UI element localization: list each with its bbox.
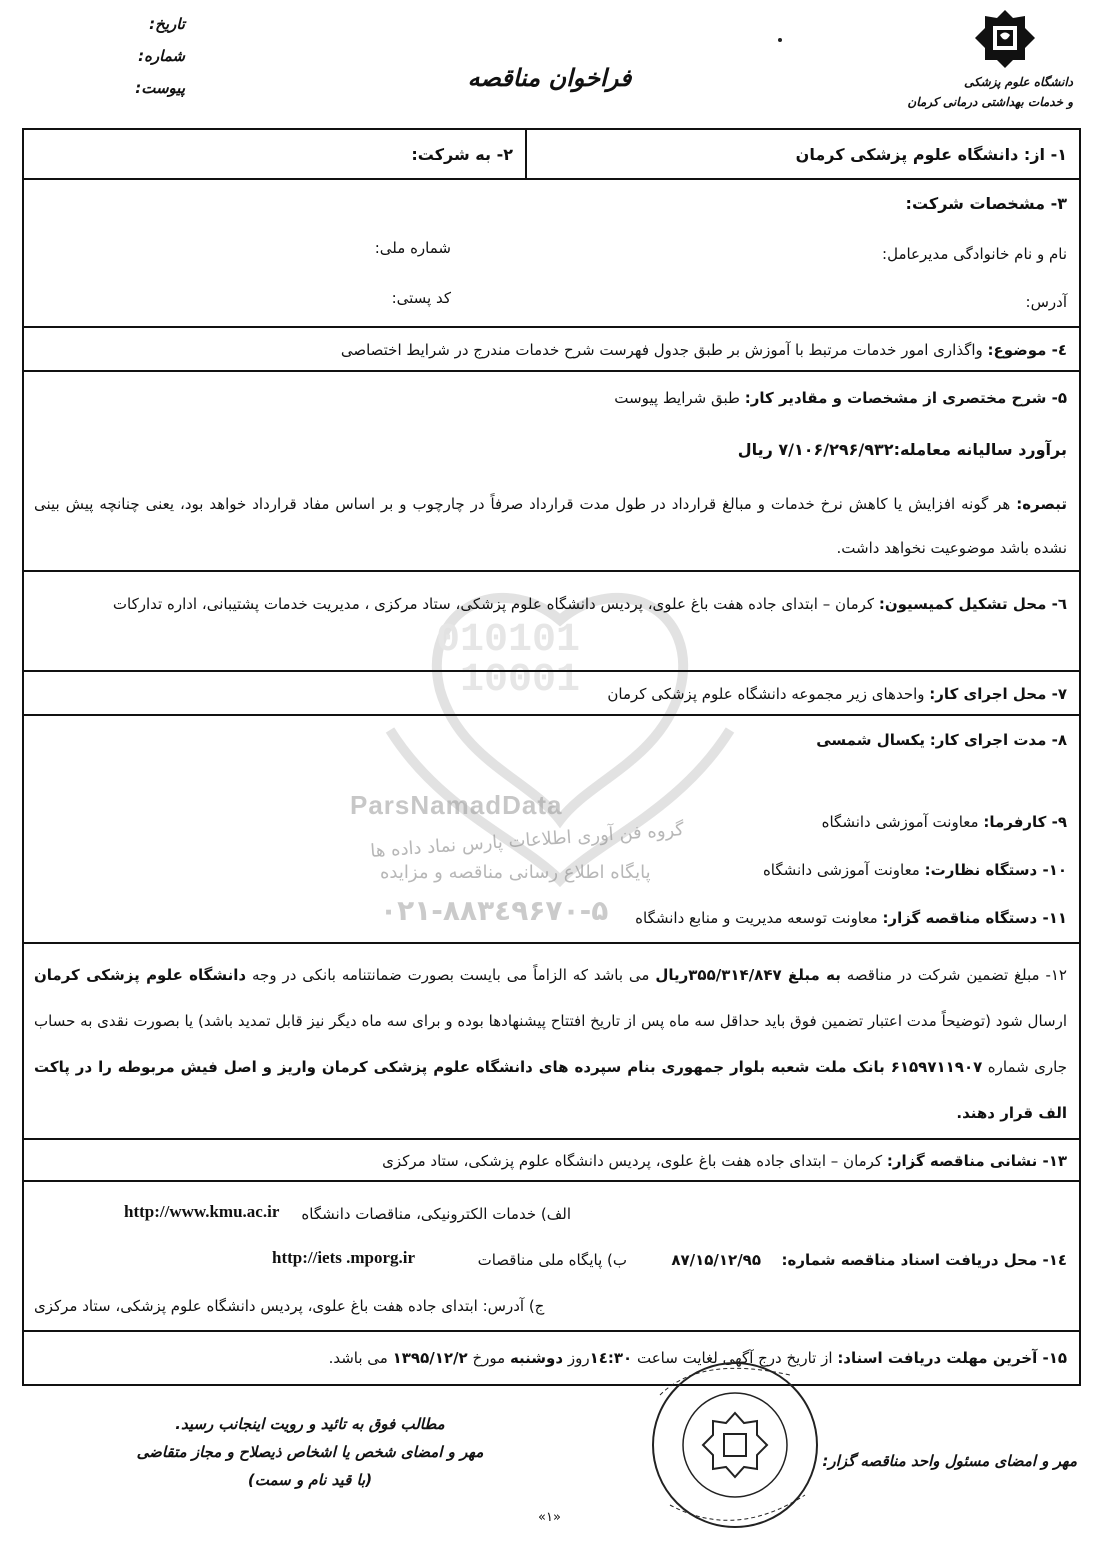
deadline-part-3: مورخ — [472, 1349, 506, 1367]
applicant-line-2: مهر و امضای شخص یا اشخاص ذیصلاح و مجاز متقاضی — [136, 1443, 484, 1461]
commission-label: ٦- محل تشکیل کمیسیون: — [878, 595, 1067, 613]
duration-label: ۸- مدت اجرای کار: — [929, 731, 1067, 749]
row-description — [24, 372, 1079, 572]
docs-option-c: ج) آدرس: ابتدای جاده هفت باغ علوی، پردیس دانشگاه علوم پزشکی، ستاد مرکزی — [34, 1297, 545, 1315]
guarantee-part-1: ۱۲- مبلغ تضمین شرکت در مناقصه — [846, 966, 1067, 984]
postal-code-label: کد پستی: — [391, 289, 451, 307]
university-line-2: و خدمات بهداشتی درمانی کرمان — [907, 95, 1073, 109]
university-line-1: دانشگاه علوم پزشکی — [963, 75, 1073, 89]
watermark-phone: ۰۲۱-۸۸۳٤۹۶۷۰-۵ — [380, 894, 609, 927]
tenderer-label: ۱۱- دستگاه مناقصه گزار: — [882, 909, 1067, 927]
tenderer-address-label: ۱۳- نشانی مناقصه گزار: — [886, 1152, 1067, 1170]
official-stamp-icon — [640, 1355, 830, 1535]
work-place-text: واحدهای زیر مجموعه دانشگاه علوم پزشکی کرمان — [607, 685, 925, 703]
guarantee-amount: به مبلغ ۳۵۵/۳۱۴/۸۴۷ریال — [655, 966, 841, 984]
docs-label: ۱٤- محل دریافت اسناد مناقصه شماره: — [781, 1251, 1067, 1269]
duration-text: یکسال شمسی — [816, 731, 925, 749]
date-label: تاریخ: — [149, 15, 185, 33]
row-from-to — [24, 130, 1079, 180]
subject-label: ٤- موضوع: — [987, 341, 1067, 359]
commission-text: کرمان – ابتدای جاده هفت باغ علوی، پردیس دانشگاه علوم پزشکی، ستاد مرکزی ، مدیریت خدمات پشتیبانی، اداره تدارکات — [112, 595, 875, 613]
row-work-place — [24, 672, 1079, 716]
employer-label: ۹- کارفرما: — [983, 813, 1067, 831]
tenderer-text: معاونت توسعه مدیریت و منابع دانشگاه — [635, 909, 878, 927]
ceo-label: نام و نام خانوادگی مدیرعامل: — [882, 245, 1067, 263]
row-deadline — [24, 1332, 1079, 1384]
note-text: هر گونه افزایش یا کاهش نرخ خدمات و مبالغ قرارداد در طول مدت قرارداد صرفاً در چارچوب و بر اساس مفاد قرارداد خواهد بود، یعنی چنانچه پیش بینی نشده باشد موضوعیت نخواهد داشت. — [34, 495, 1067, 557]
tenderer-signature-label: مهر و امضای مسئول واحد مناقصه گزار: — [822, 1452, 1077, 1470]
svg-text:010101: 010101 — [435, 618, 580, 663]
supervisor-text: معاونت آموزشی دانشگاه — [762, 861, 920, 879]
row-duration-employer — [24, 716, 1079, 944]
note-label: تبصره: — [1016, 495, 1067, 513]
docs-url-b[interactable]: http://iets .mporg.ir — [272, 1248, 416, 1267]
university-logo-icon — [969, 8, 1041, 70]
watermark-text: ParsNamadData — [350, 790, 563, 820]
docs-option-b: ب) پایگاه ملی مناقصات — [477, 1251, 627, 1269]
tender-form — [22, 128, 1081, 1386]
annual-estimate: برآورد سالیانه معامله:۷/۱۰۶/۲۹۶/۹۳۲ ریال — [737, 440, 1067, 459]
docs-number: ۸۷/۱۵/۱۲/۹۵ — [671, 1251, 761, 1269]
employer-text: معاونت آموزشی دانشگاه — [821, 813, 979, 831]
dot-mark — [778, 38, 782, 42]
national-id-label: شماره ملی: — [374, 239, 451, 257]
description-label: ۵- شرح مختصری از مشخصات و مقادیر کار: — [744, 389, 1067, 407]
svg-text:10001: 10001 — [459, 658, 580, 703]
row-company — [24, 180, 1079, 328]
deadline-part-4: می باشد. — [328, 1349, 388, 1367]
tenderer-address-text: کرمان – ابتدای جاده هفت باغ علوی، پردیس دانشگاه علوم پزشکی، ستاد مرکزی — [382, 1152, 883, 1170]
company-specs-label: ۳- مشخصات شرکت: — [905, 194, 1067, 213]
from-cell: ۱- از: دانشگاه علوم پزشکی کرمان — [525, 130, 1079, 178]
row-guarantee — [24, 944, 1079, 1140]
address-label: آدرس: — [1025, 293, 1067, 311]
guarantee-account: ۶۱۵۹۷۱۱۹۰۷ بانک ملت شعبه بلوار جمهوری بنام سپرده های دانشگاه علوم پزشکی کرمان واریز و اصل فیش مربوطه را در پاکت الف قرار دهند. — [34, 1058, 1067, 1122]
university-name — [907, 72, 1073, 112]
deadline-label: ۱۵- آخرین مهلت دریافت اسناد: — [837, 1349, 1067, 1367]
page-title: فراخوان مناقصه — [467, 64, 632, 92]
row-tenderer-address — [24, 1140, 1079, 1182]
page-number: «۱» — [538, 1510, 561, 1525]
deadline-date: ۱۳۹۵/۱۲/۲ — [392, 1349, 468, 1367]
guarantee-part-3: ارسال شود (توضیحاً مدت اعتبار تضمین فوق باید حداقل سه ماه پس از تاریخ افتتاح پیشنهادها بوده و برای سه ماه دیگر نیز قابل تمدید باشد) یا بصورت نقدی به حساب جاری شماره — [34, 1012, 1068, 1076]
supervisor-label: ۱۰- دستگاه نظارت: — [924, 861, 1067, 879]
watermark-line-3: پایگاه اطلاع رسانی مناقصه و مزایده — [380, 862, 651, 883]
description-text: طبق شرایط پیوست — [614, 389, 740, 407]
work-place-label: ۷- محل اجرای کار: — [929, 685, 1067, 703]
guarantee-university: دانشگاه علوم پزشکی کرمان — [34, 966, 247, 984]
watermark-line-2: گروه فن آوری اطلاعات پارس نماد داده ها — [369, 819, 685, 862]
docs-url-a[interactable]: http://www.kmu.ac.ir — [124, 1202, 280, 1221]
to-cell: ۲- به شرکت: — [411, 144, 513, 164]
attachment-label: پیوست: — [135, 79, 185, 97]
deadline-day: دوشنبه — [509, 1349, 564, 1367]
guarantee-part-2: می باشد که الزاماً می بایست بصورت ضمانتنامه بانکی در وجه — [252, 966, 650, 984]
docs-option-a: الف) خدمات الکترونیکی، مناقصات دانشگاه — [301, 1205, 571, 1223]
applicant-line-3: (با قید نام و سمت) — [247, 1471, 373, 1489]
deadline-part-2: روز — [567, 1349, 590, 1367]
deadline-part-1: از تاریخ درج آگهی لغایت ساعت — [637, 1349, 833, 1367]
subject-text: واگذاری امور خدمات مرتبط با آموزش بر طبق جدول فهرست شرح خدمات مندرج در شرایط اختصاصی — [340, 341, 983, 359]
applicant-line-1: مطالب فوق به تائید و رویت اینجانب رسید. — [175, 1415, 445, 1433]
applicant-signature-block — [120, 1410, 500, 1494]
row-subject — [24, 328, 1079, 372]
number-label: شماره: — [138, 47, 185, 65]
row-documents — [24, 1182, 1079, 1332]
deadline-time: ۱٤:۳۰ — [589, 1349, 633, 1367]
row-commission — [24, 572, 1079, 672]
